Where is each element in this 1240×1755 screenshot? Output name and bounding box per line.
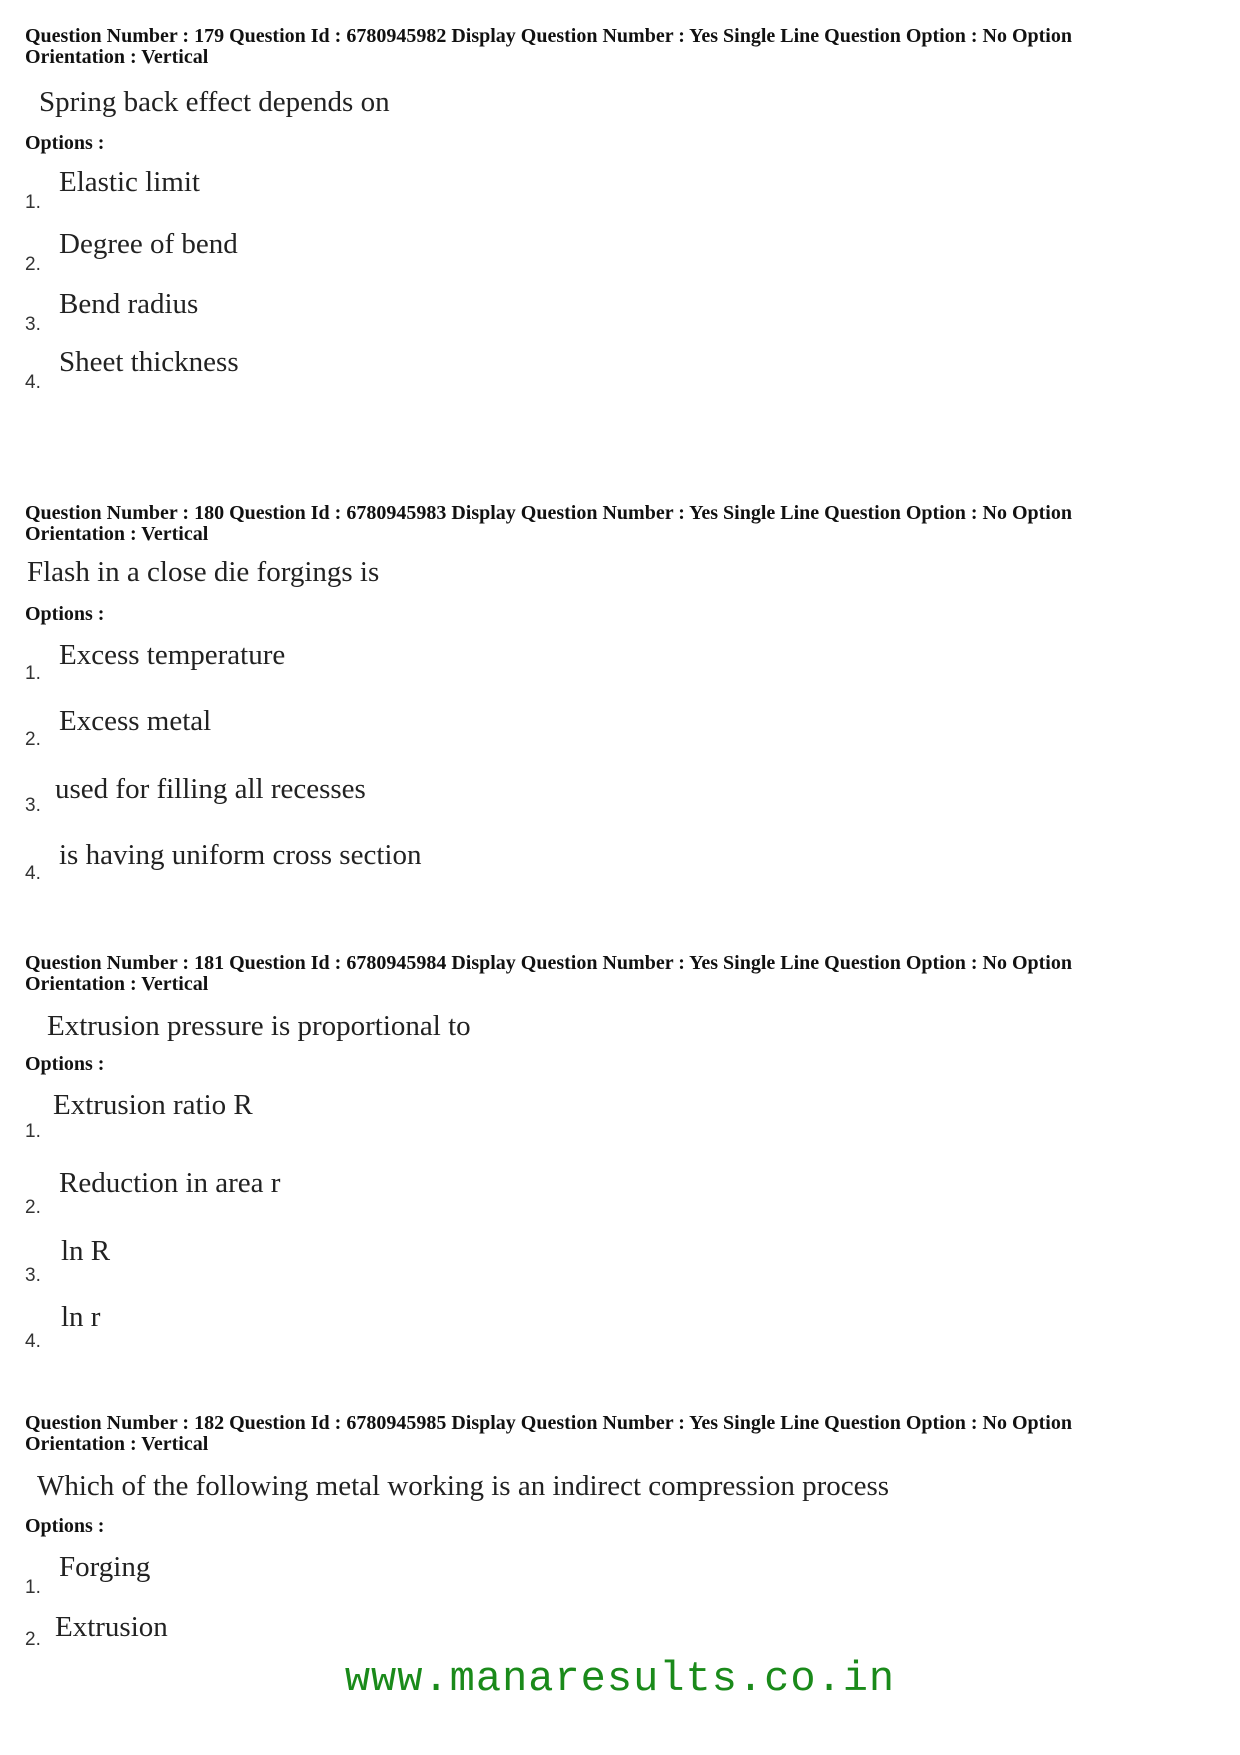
option-number: 4. — [25, 1331, 41, 1352]
question-block — [25, 1412, 1215, 1650]
option-text: Degree of bend — [59, 228, 238, 260]
question-block — [25, 952, 1215, 1352]
option-number: 1. — [25, 663, 41, 684]
option-text: Bend radius — [59, 288, 199, 320]
option-text: Extrusion ratio R — [53, 1089, 253, 1121]
option-text: ln R — [61, 1235, 111, 1267]
option-number: 2. — [25, 1197, 41, 1218]
question-meta-line-1: Question Number : 180 Question Id : 6780945983 Display Question Number : Yes Single Line Question Option : No Option — [25, 502, 1072, 524]
option-number: 4. — [25, 372, 41, 393]
question-prompt: Which of the following metal working is an indirect compression process — [37, 1470, 890, 1502]
question-block — [25, 25, 1215, 393]
question-prompt: Extrusion pressure is proportional to — [47, 1010, 471, 1042]
option-text: Forging — [59, 1551, 151, 1583]
option-text: Sheet thickness — [59, 346, 239, 378]
question-meta-line-1: Question Number : 182 Question Id : 6780945985 Display Question Number : Yes Single Line Question Option : No Option — [25, 1412, 1072, 1434]
option-number: 4. — [25, 863, 41, 884]
options-label: Options : — [25, 1053, 105, 1075]
option-text: Reduction in area r — [59, 1167, 281, 1199]
option-number: 2. — [25, 254, 41, 275]
question-block — [25, 502, 1215, 884]
option-number: 3. — [25, 314, 41, 335]
option-text: is having uniform cross section — [59, 839, 422, 871]
option-number: 2. — [25, 729, 41, 750]
option-text: Excess metal — [59, 705, 212, 737]
question-meta-line-2: Orientation : Vertical — [25, 46, 209, 68]
option-number: 1. — [25, 1577, 41, 1598]
question-prompt: Spring back effect depends on — [39, 86, 390, 118]
option-text: ln r — [61, 1301, 101, 1333]
question-meta-line-2: Orientation : Vertical — [25, 523, 209, 545]
options-label: Options : — [25, 603, 105, 625]
options-label: Options : — [25, 132, 105, 154]
option-text: Excess temperature — [59, 639, 286, 671]
option-number: 1. — [25, 1121, 41, 1142]
question-meta-line-2: Orientation : Vertical — [25, 1433, 209, 1455]
option-number: 1. — [25, 192, 41, 213]
question-meta-line-1: Question Number : 179 Question Id : 6780945982 Display Question Number : Yes Single Line Question Option : No Option — [25, 25, 1072, 47]
option-text: Elastic limit — [59, 166, 200, 198]
option-text: used for filling all recesses — [55, 773, 366, 805]
question-meta-line-1: Question Number : 181 Question Id : 6780945984 Display Question Number : Yes Single Line Question Option : No Option — [25, 952, 1072, 974]
watermark-url: www.manaresults.co.in — [344, 1655, 896, 1703]
option-number: 2. — [25, 1629, 41, 1650]
option-number: 3. — [25, 795, 41, 816]
question-meta-line-2: Orientation : Vertical — [25, 973, 209, 995]
question-prompt: Flash in a close die forgings is — [27, 556, 380, 588]
option-text: Extrusion — [55, 1611, 168, 1643]
option-number: 3. — [25, 1265, 41, 1286]
options-label: Options : — [25, 1515, 105, 1537]
